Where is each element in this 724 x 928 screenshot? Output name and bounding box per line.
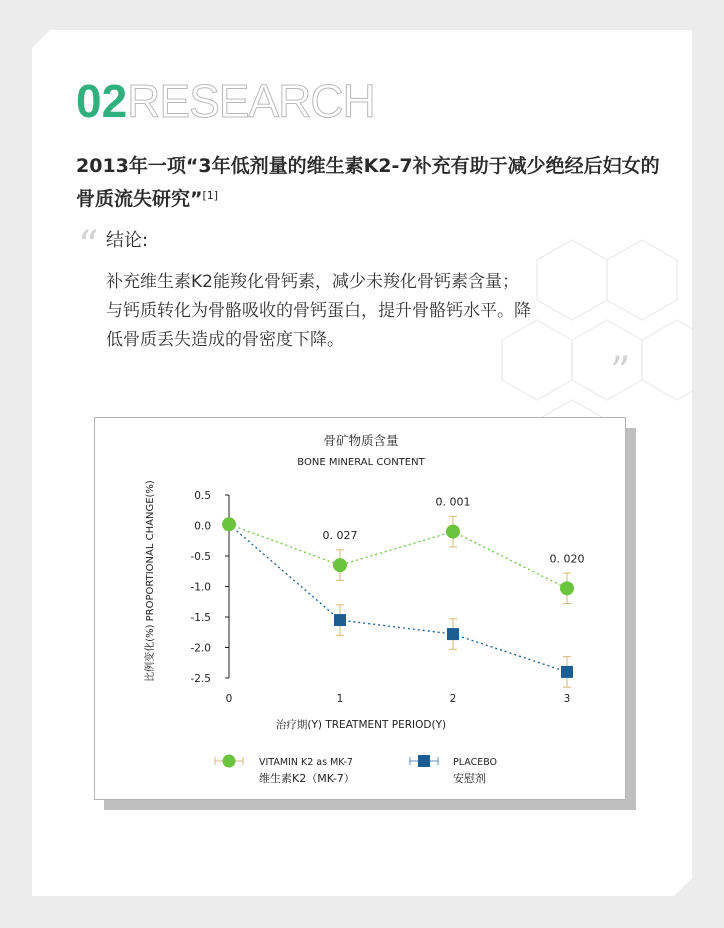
legend-vitamin-marker	[223, 755, 236, 768]
y-tick-label: -1.0	[190, 581, 211, 594]
conclusion-line: 低骨质丢失造成的骨密度下降。	[106, 330, 344, 350]
section-number: 02	[76, 75, 128, 127]
open-quote-icon: “	[78, 223, 99, 269]
vitamin-k2-point	[560, 581, 574, 595]
vitamin-k2-point	[333, 558, 347, 572]
vitamin-k2-point	[222, 517, 236, 531]
x-tick-label: 2	[449, 693, 457, 705]
y-axis-label: 比例变化(%) PROPORTIONAL CHANGE(%)	[145, 480, 156, 682]
x-tick-label: 0	[225, 693, 233, 705]
y-tick-label: 0.0	[194, 520, 211, 533]
section-heading	[76, 75, 375, 127]
vitamin-k2-point	[446, 525, 460, 539]
y-tick-label: -0.5	[190, 551, 211, 563]
series-line-1	[229, 524, 567, 672]
bone-mineral-chart	[94, 417, 626, 800]
y-tick-label: -2.0	[190, 642, 211, 655]
placebo-point	[447, 628, 459, 640]
legend-vitamin-label-cn: 维生素K2（MK-7）	[259, 772, 355, 785]
placebo-point	[334, 614, 346, 626]
p-value-annotation: 0. 001	[435, 495, 471, 509]
conclusion-line: 与钙质转化为骨骼吸收的骨钙蛋白，提升骨骼钙水平。降	[106, 301, 531, 321]
chart-subtitle: BONE MINERAL CONTENT	[297, 457, 425, 468]
x-tick-label: 3	[563, 693, 571, 705]
chart-title: 骨矿物质含量	[323, 433, 399, 448]
y-tick-label: -2.5	[190, 673, 211, 685]
series-line-0	[229, 524, 567, 588]
chart-axes	[191, 490, 571, 705]
study-reference: [1]	[202, 189, 219, 202]
x-tick-label: 1	[336, 693, 344, 705]
y-tick-label: 0.5	[194, 490, 211, 502]
conclusion-line: 补充维生素K2能羧化骨钙素，减少未羧化骨钙素含量；	[106, 272, 519, 292]
placebo-point	[561, 666, 573, 678]
y-tick-label: -1.5	[190, 612, 211, 624]
chart-svg	[95, 418, 627, 801]
study-title-text: 2013年一项“3年低剂量的维生素K2-7补充有助于减少绝经后妇女的骨质流失研究”	[76, 155, 660, 210]
conclusion-label: 结论:	[106, 230, 149, 251]
conclusion-body	[106, 268, 626, 355]
section-word: RESEARCH	[127, 75, 375, 127]
p-value-annotation: 0. 027	[322, 529, 358, 543]
p-value-annotation: 0. 020	[549, 552, 585, 566]
study-title	[76, 151, 666, 214]
chart-legend	[215, 755, 497, 786]
legend-vitamin-label: VITAMIN K2 as MK-7	[259, 757, 353, 768]
chart-plot-area	[222, 496, 585, 688]
legend-placebo-label: PLACEBO	[453, 757, 498, 768]
x-axis-label: 治疗期(Y) TREATMENT PERIOD(Y)	[275, 719, 447, 731]
legend-placebo-label-cn: 安慰剂	[453, 772, 486, 785]
close-quote-icon: ”	[610, 349, 631, 395]
legend-placebo-marker	[418, 755, 430, 767]
